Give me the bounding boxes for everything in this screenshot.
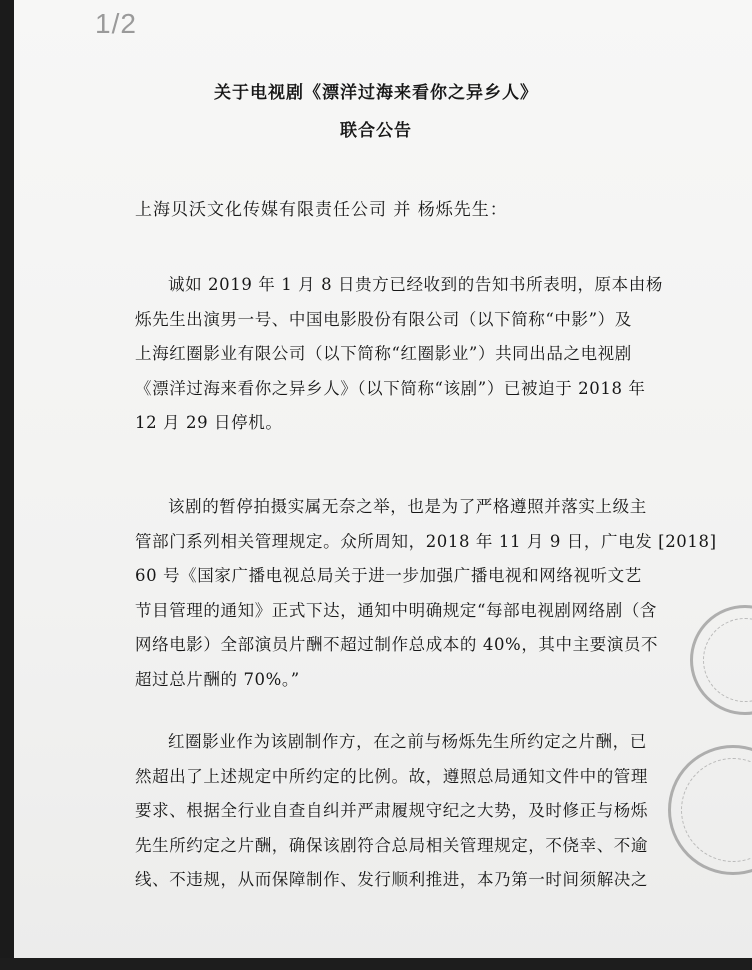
paragraph-line: 然超出了上述规定中所约定的比例。故，遵照总局通知文件中的管理	[135, 766, 648, 786]
paragraph-line: 网络电影）全部演员片酬不超过制作总成本的 40%，其中主要演员不	[135, 635, 659, 654]
paragraph-line: 先生所约定之片酬，确保该剧符合总局相关管理规定，不侥幸、不逾	[135, 835, 648, 855]
document-subtitle: 联合公告	[340, 121, 412, 141]
paragraph-2	[135, 490, 717, 697]
paragraph-line: 12 月 29 日停机。	[135, 413, 283, 432]
paragraph-line: 管部门系列相关管理规定。众所周知，2018 年 11 月 9 日，广电发 [2018]	[135, 531, 717, 551]
paragraph-1	[135, 268, 663, 441]
paragraph-line: 60 号《国家广播电视总局关于进一步加强广播电视和网络视听文艺	[135, 566, 642, 585]
paragraph-line: 线、不违规，从而保障制作、发行顺利推进，本乃第一时间须解决之	[135, 870, 648, 889]
addressee: 上海贝沃文化传媒有限责任公司 并 杨烁先生：	[135, 200, 508, 220]
paragraph-3	[135, 725, 660, 898]
scan-bottom-edge	[0, 958, 752, 970]
paragraph-line: 节目管理的通知》正式下达，通知中明确规定“每部电视剧网络剧（含	[135, 600, 658, 620]
paragraph-line: 该剧的暂停拍摄实属无奈之举，也是为了严格遵照并落实上级主	[168, 497, 647, 516]
scan-left-edge	[0, 0, 14, 970]
paragraph-line: 红圈影业作为该剧制作方，在之前与杨烁先生所约定之片酬，已	[168, 732, 647, 751]
page-indicator: 1/2	[95, 8, 137, 39]
paragraph-line: 诚如 2019 年 1 月 8 日贵方已经收到的告知书所表明，原本由杨	[168, 275, 663, 294]
paragraph-line: 上海红圈影业有限公司（以下简称“红圈影业”）共同出品之电视剧	[135, 344, 632, 363]
paragraph-line: 《漂洋过海来看你之异乡人》（以下简称“该剧”）已被迫于 2018 年	[135, 378, 646, 398]
document-title: 关于电视剧《漂洋过海来看你之异乡人》	[214, 83, 538, 103]
paragraph-line: 烁先生出演男一号、中国电影股份有限公司（以下简称“中影”）及	[135, 309, 632, 329]
paragraph-line: 要求、根据全行业自查自纠并严肃履规守纪之大势，及时修正与杨烁	[135, 801, 648, 820]
paragraph-line: 超过总片酬的 70%。”	[135, 669, 300, 689]
